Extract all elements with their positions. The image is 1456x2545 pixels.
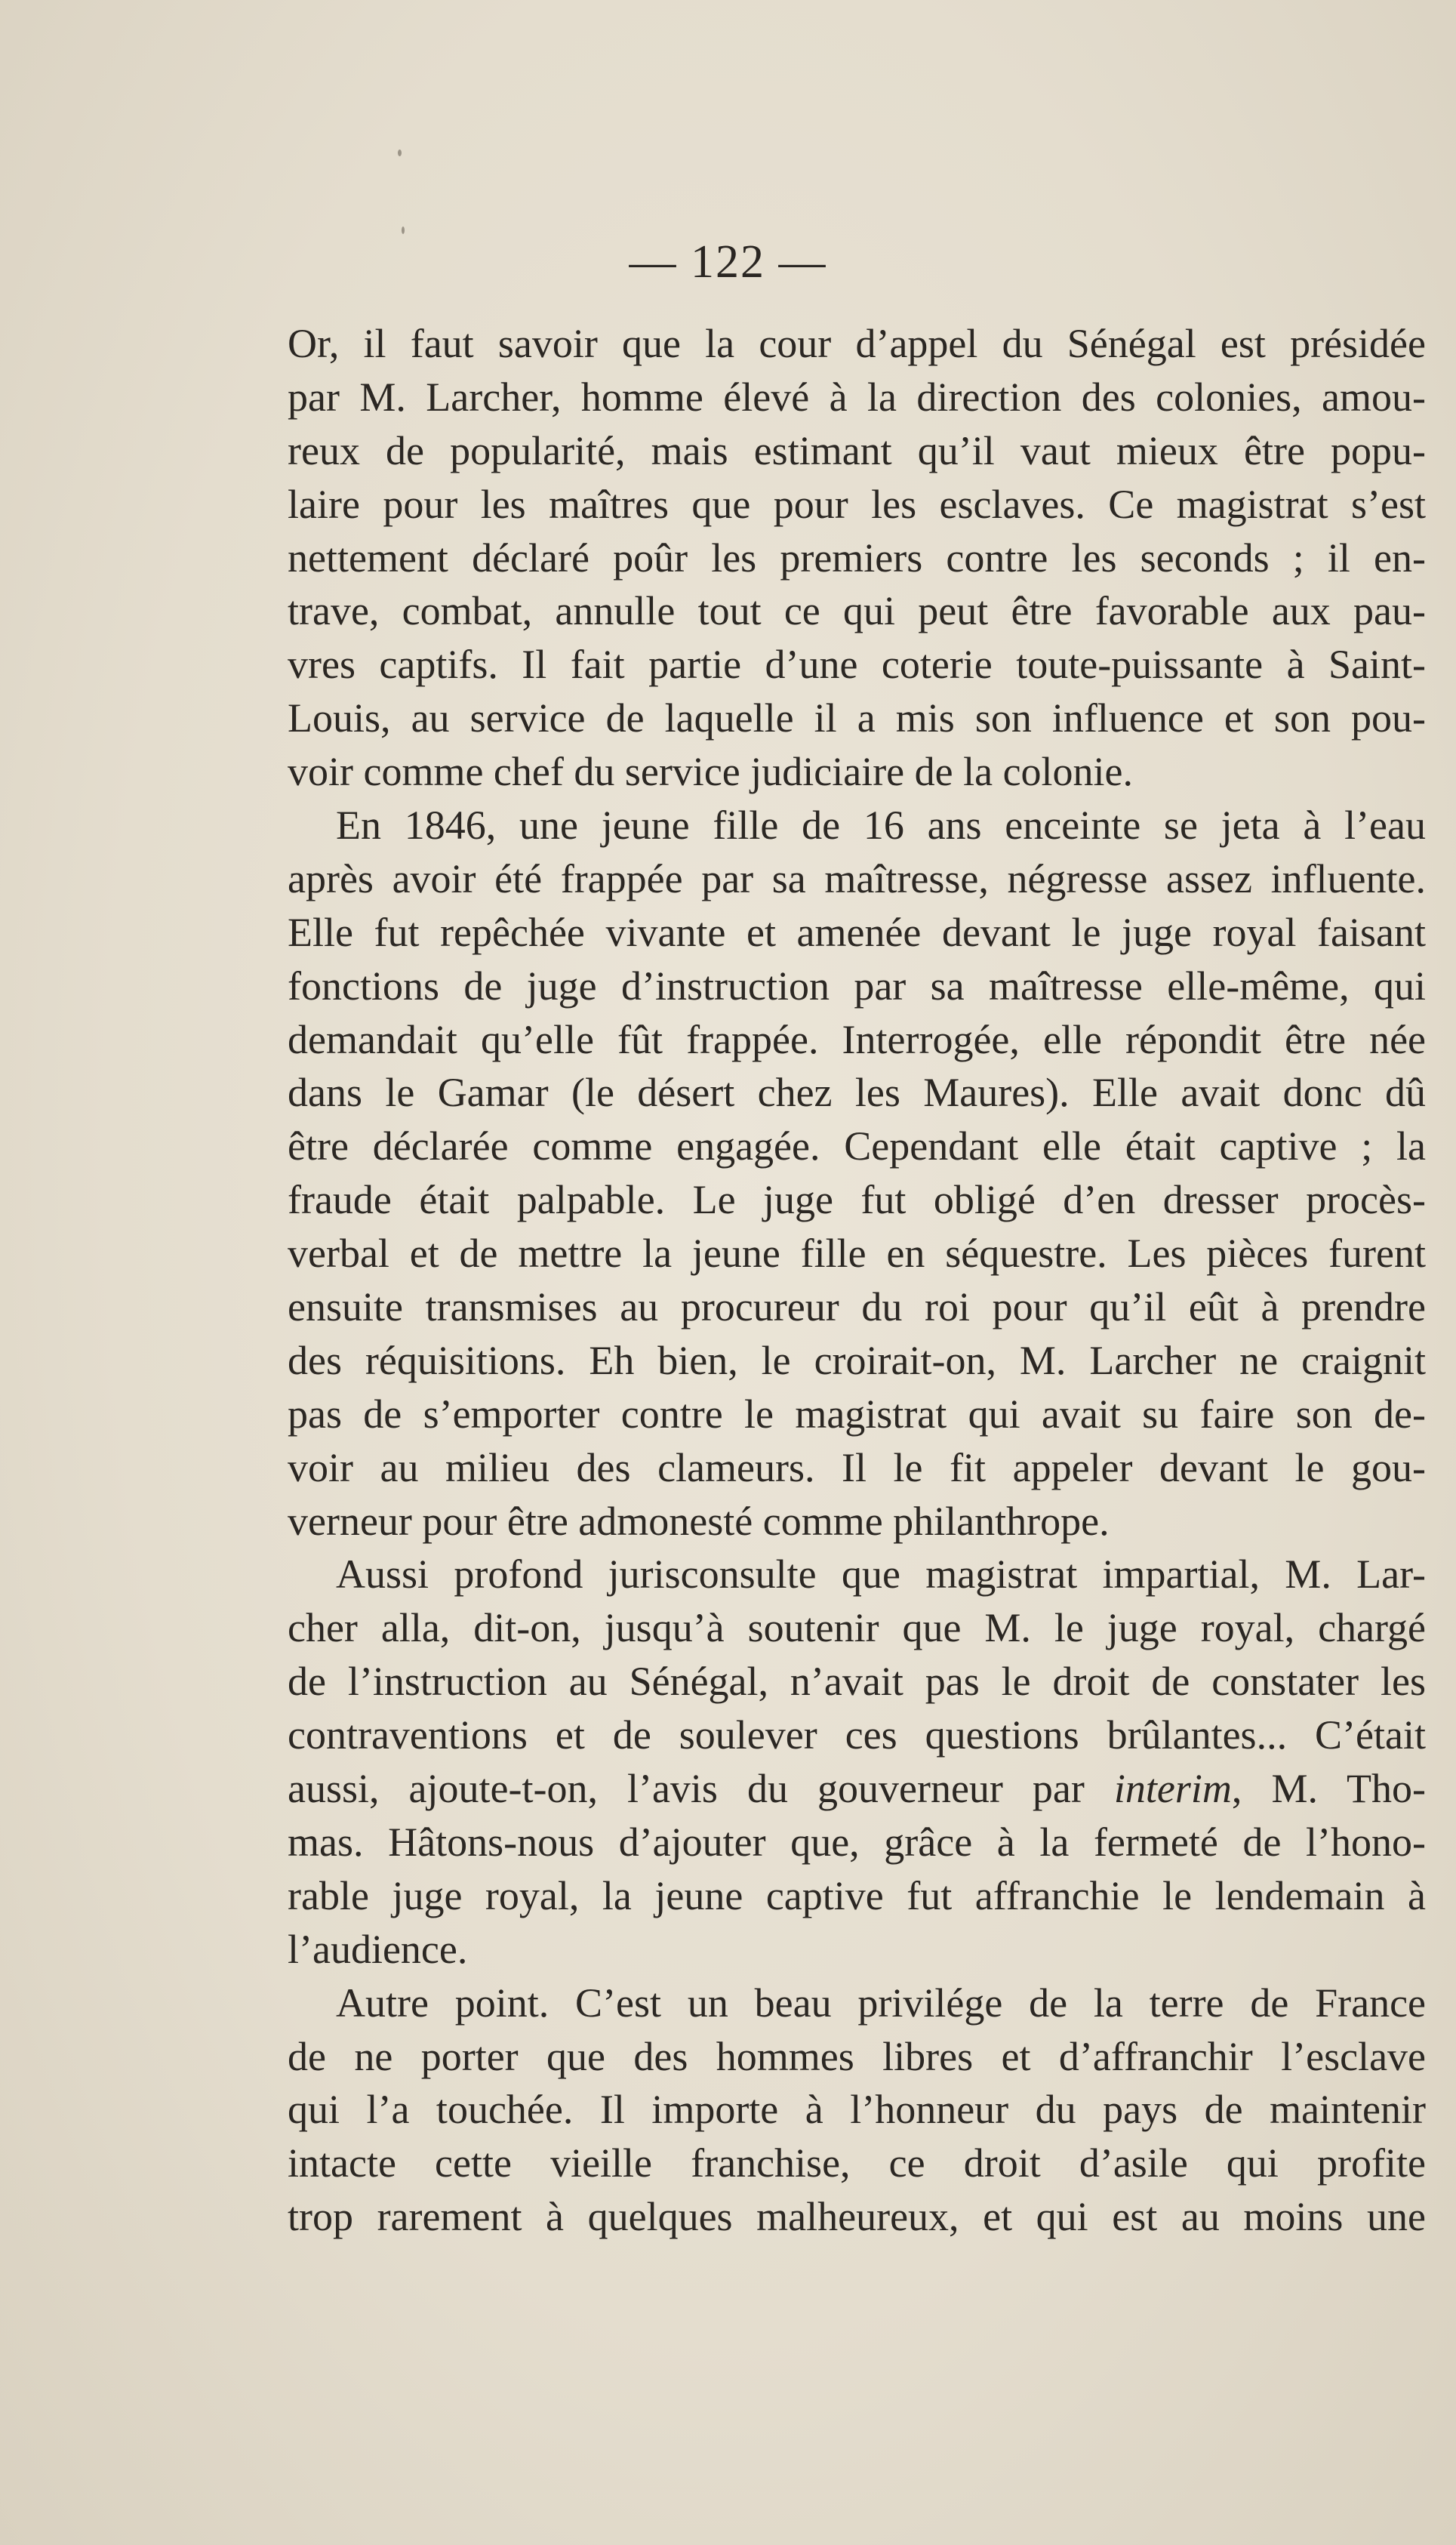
text-line: voir au milieu des clameurs. Il le fit appeler devant le gou- xyxy=(288,1444,1426,1490)
text-line: fraude était palpable. Le juge fut obligé d’en dresser procès- xyxy=(288,1177,1426,1223)
text-line: Or, il faut savoir que la cour d’appel du Sénégal est présidée xyxy=(288,321,1426,366)
text-line: verneur pour être admonesté comme philanthrope. xyxy=(288,1498,1110,1544)
text-line: voir comme chef du service judiciaire de la colonie. xyxy=(288,749,1134,795)
text-line: Elle fut repêchée vivante et amenée devant le juge royal faisant xyxy=(288,909,1426,955)
text-line: l’audience. xyxy=(288,1926,468,1972)
text-line: Louis, au service de laquelle il a mis son influence et son pou- xyxy=(288,695,1426,741)
paper-speck xyxy=(402,226,405,234)
text-line: En 1846, une jeune fille de 16 ans enceinte se jeta à l’eau xyxy=(336,803,1426,849)
text-line: Aussi profond jurisconsulte que magistrat impartial, M. Lar- xyxy=(336,1551,1426,1598)
page-number: — 122 — xyxy=(629,236,827,288)
text-line: de ne porter que des hommes libres et d’affranchir l’esclave xyxy=(288,2033,1426,2079)
text-line: trave, combat, annulle tout ce qui peut être favorable aux pau- xyxy=(288,588,1426,634)
paper-speck xyxy=(398,149,402,156)
text-line: par M. Larcher, homme élevé à la direction des colonies, amou- xyxy=(288,374,1426,420)
text-line: rable juge royal, la jeune captive fut affranchie le lendemain à xyxy=(288,1872,1426,1918)
text-line: être déclarée comme engagée. Cependant elle était captive ; la xyxy=(288,1123,1426,1169)
italic-word: interim xyxy=(1113,1766,1232,1812)
text-line: ensuite transmises au procureur du roi pour qu’il eût à prendre xyxy=(288,1284,1426,1330)
text-line: des réquisitions. Eh bien, le croirait-on, M. Larcher ne craignit xyxy=(288,1337,1426,1383)
text-line: Autre point. C’est un beau privilége de la terre de France xyxy=(336,1980,1426,2026)
text-segment: aussi, ajoute-t-on, l’avis du gouverneur par xyxy=(288,1766,1085,1812)
text-line: vres captifs. Il fait partie d’une coterie toute-puissante à Saint- xyxy=(288,642,1426,688)
text-line: fonctions de juge d’instruction par sa maîtresse elle-même, qui xyxy=(288,963,1426,1009)
text-line: contraventions et de soulever ces questions brûlantes... C’était xyxy=(288,1712,1426,1758)
text-line: mas. Hâtons-nous d’ajouter que, grâce à la fermeté de l’hono- xyxy=(288,1819,1426,1865)
text-line-mixed xyxy=(288,1762,1426,1816)
text-line: qui l’a touchée. Il importe à l’honneur du pays de maintenir xyxy=(288,2087,1426,2133)
text-line: reux de popularité, mais estimant qu’il vaut mieux être popu- xyxy=(288,427,1426,473)
text-line: pas de s’emporter contre le magistrat qui avait su faire son de- xyxy=(288,1391,1426,1437)
text-segment: , M. Tho- xyxy=(1231,1766,1426,1812)
text-line: de l’instruction au Sénégal, n’avait pas le droit de constater les xyxy=(288,1659,1426,1705)
text-line: trop rarement à quelques malheureux, et qui est au moins une xyxy=(288,2194,1426,2240)
text-line: laire pour les maîtres que pour les esclaves. Ce magistrat s’est xyxy=(288,481,1426,527)
text-line: demandait qu’elle fût frappée. Interrogée, elle répondit être née xyxy=(288,1016,1426,1062)
text-line: dans le Gamar (le désert chez les Maures). Elle avait donc dû xyxy=(288,1070,1426,1116)
text-line: nettement déclaré poûr les premiers contre les seconds ; il en- xyxy=(288,535,1426,581)
text-line: verbal et de mettre la jeune fille en séquestre. Les pièces furent xyxy=(288,1231,1426,1277)
body-text xyxy=(288,317,1426,2244)
text-line: après avoir été frappée par sa maîtresse, négresse assez influente. xyxy=(288,855,1426,901)
text-line: intacte cette vieille franchise, ce droit d’asile qui profite xyxy=(288,2140,1426,2186)
text-line: cher alla, dit-on, jusqu’à soutenir que M. le juge royal, chargé xyxy=(288,1605,1426,1651)
